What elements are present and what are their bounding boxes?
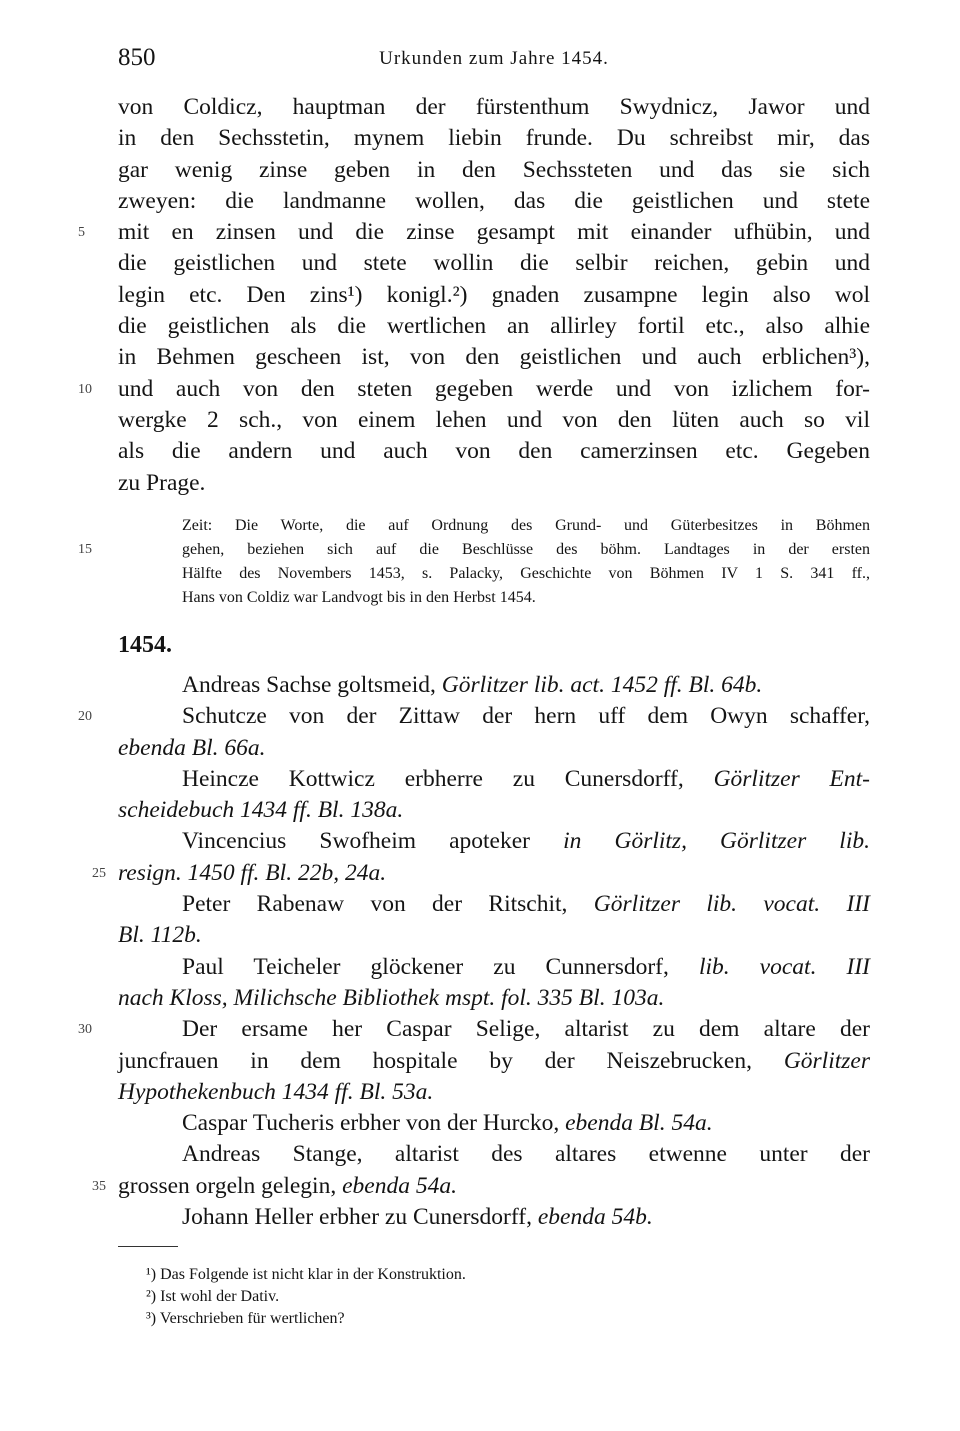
entry-line: [118, 764, 870, 795]
letter-text: [78, 92, 870, 499]
entry-source: Görlitzer Ent-: [713, 765, 870, 792]
entry-source: Görlitzer lib. act. 1452 ff. Bl. 64b.: [441, 672, 763, 698]
letter-line: [118, 436, 870, 467]
entry-source: Bl. 112b.: [118, 922, 202, 949]
year-heading: 1454.: [118, 632, 172, 658]
entry-line: [118, 1202, 870, 1233]
note-line-text: Hans von Coldiz war Landvogt bis in den Herbst 1454.: [182, 589, 536, 606]
page-number: 850: [118, 44, 156, 71]
entry-line: [92, 858, 870, 889]
letter-line-text: und auch von den steten gegeben werde und von izlichem for-: [118, 375, 870, 402]
entry-line: [118, 920, 870, 951]
entry-text: Andreas Stange, altarist des altares etwenne unter der: [182, 1141, 870, 1168]
letter-line-text: in den Sechsstetin, mynem liebin frunde. Du schreibst mir, das: [118, 125, 870, 152]
entry-line: [92, 1171, 870, 1202]
letter-line-text: zu Prage.: [118, 469, 206, 496]
line-number: 15: [78, 542, 92, 557]
note-line-text: Zeit: Die Worte, die auf Ordnung des Grund- und Güterbesitzes in Böhmen: [182, 517, 870, 534]
line-number: 35: [92, 1178, 106, 1194]
entry-source: resign. 1450 ff. Bl. 22b, 24a.: [118, 859, 387, 886]
letter-line-text: in Behmen gescheen ist, von den geistlichen und auch erblichen³),: [118, 344, 870, 371]
letter-line: [118, 248, 870, 279]
footnote: ³) Verschrieben für wertlichen?: [146, 1310, 345, 1327]
line-number: 20: [78, 709, 92, 725]
entry-line: [118, 826, 870, 857]
entry-source: lib. vocat. III: [698, 953, 870, 980]
letter-line: [118, 342, 870, 373]
entry-line: [118, 1046, 870, 1077]
footnote-rule: [118, 1246, 178, 1247]
entry-line: [118, 670, 870, 701]
entry-source: Görlitzer: [783, 1047, 870, 1074]
entry-line: [118, 1108, 870, 1139]
letter-line-text: die geistlichen und stete wollin die selbir reichen, gebin und: [118, 250, 870, 277]
letter-line: [118, 311, 870, 342]
letter-line-text: als die andern und auch von den camerzinsen etc. Gegeben: [118, 438, 870, 465]
note-line: [78, 538, 870, 562]
entry-line: [118, 983, 870, 1014]
entry-source: ebenda 54b.: [537, 1204, 653, 1231]
entry-source: scheidebuch 1434 ff. Bl. 138a.: [118, 797, 404, 824]
line-number: 5: [78, 225, 85, 241]
entry-line: [118, 733, 870, 764]
letter-line: [118, 186, 870, 217]
letter-line: [118, 280, 870, 311]
letter-line-text: zweyen: die landmanne wollen, das die geistlichen und stete: [118, 187, 870, 214]
running-title: Urkunden zum Jahre 1454.: [379, 48, 609, 69]
entry-line: [118, 889, 870, 920]
entry-text: Andreas Sachse goltsmeid,: [182, 672, 442, 698]
letter-line: [118, 123, 870, 154]
letter-line-text: mit en zinsen und die zinse gesampt mit einander ufhübin, und: [118, 219, 870, 246]
page-header: [118, 44, 870, 78]
entry-source: nach Kloss, Milichsche Bibliothek mspt. fol. 335 Bl. 103a.: [118, 984, 665, 1011]
entry-source: Hypothekenbuch 1434 ff. Bl. 53a.: [118, 1078, 434, 1105]
letter-line: [78, 374, 870, 405]
entry-source: ebenda 54a.: [342, 1172, 457, 1199]
entries-list: [78, 670, 870, 1233]
note-line-text: Hälfte des Novembers 1453, s. Palacky, Geschichte von Böhmen IV 1 S. 341 ff.,: [182, 565, 870, 582]
letter-line: [118, 468, 870, 499]
note-line: [182, 586, 870, 610]
letter-line: [118, 92, 870, 123]
entry-source: in Görlitz, Görlitzer lib.: [563, 828, 870, 855]
line-number: 10: [78, 381, 92, 397]
letter-line-text: gar wenig zinse geben in den Sechssteten und das sie sich: [118, 156, 870, 183]
entry-line: [118, 1077, 870, 1108]
letter-line-text: wergke 2 sch., von einem lehen und von den lüten auch so vil: [118, 406, 870, 433]
dating-note: [78, 514, 870, 610]
entry-text: Der ersame her Caspar Selige, altarist zu dem altare der: [182, 1016, 870, 1043]
letter-line: [78, 217, 870, 248]
entry-text: grossen orgeln gelegin,: [118, 1172, 343, 1199]
entry-text: juncfrauen in dem hospitale by der Neiszebrucken,: [118, 1047, 784, 1074]
entry-text: Heincze Kottwicz erbherre zu Cunersdorff,: [182, 765, 714, 792]
entry-text: Johann Heller erbher zu Cunersdorff,: [182, 1204, 538, 1231]
entry-text: Schutcze von der Zittaw der hern uff dem Owyn schaffer,: [182, 703, 870, 730]
line-number: 25: [92, 865, 106, 881]
footnote: ²) Ist wohl der Dativ.: [146, 1288, 280, 1305]
letter-line: [118, 155, 870, 186]
letter-line-text: von Coldicz, hauptman der fürstenthum Swydnicz, Jawor und: [118, 94, 870, 120]
line-number: 30: [78, 1022, 92, 1038]
entry-source: Görlitzer lib. vocat. III: [593, 891, 870, 918]
entry-line: [118, 795, 870, 826]
entry-source: ebenda Bl. 66a.: [118, 734, 266, 761]
entry-text: Paul Teicheler glöckener zu Cunnersdorf,: [182, 953, 699, 980]
entry-text: Vincencius Swofheim apoteker: [182, 828, 564, 855]
entry-source: ebenda Bl. 54a.: [565, 1110, 713, 1137]
letter-line-text: die geistlichen als die wertlichen an allirley fortil etc., also alhie: [118, 313, 870, 340]
entry-text: Peter Rabenaw von der Ritschit,: [182, 891, 594, 918]
letter-line-text: legin etc. Den zins¹) konigl.²) gnaden zusampne legin also wol: [118, 281, 870, 308]
letter-line: [118, 405, 870, 436]
note-line: [182, 514, 870, 538]
entry-line: [78, 701, 870, 732]
entry-line: [118, 1139, 870, 1170]
footnote: ¹) Das Folgende ist nicht klar in der Konstruktion.: [146, 1266, 466, 1283]
note-line: [182, 562, 870, 586]
entry-line: [118, 952, 870, 983]
note-line-text: gehen, beziehen sich auf die Beschlüsse des böhm. Landtages in der ersten: [182, 541, 870, 558]
entry-text: Caspar Tucheris erbher von der Hurcko,: [182, 1110, 566, 1137]
footnotes: [146, 1264, 846, 1330]
entry-line: [78, 1014, 870, 1045]
